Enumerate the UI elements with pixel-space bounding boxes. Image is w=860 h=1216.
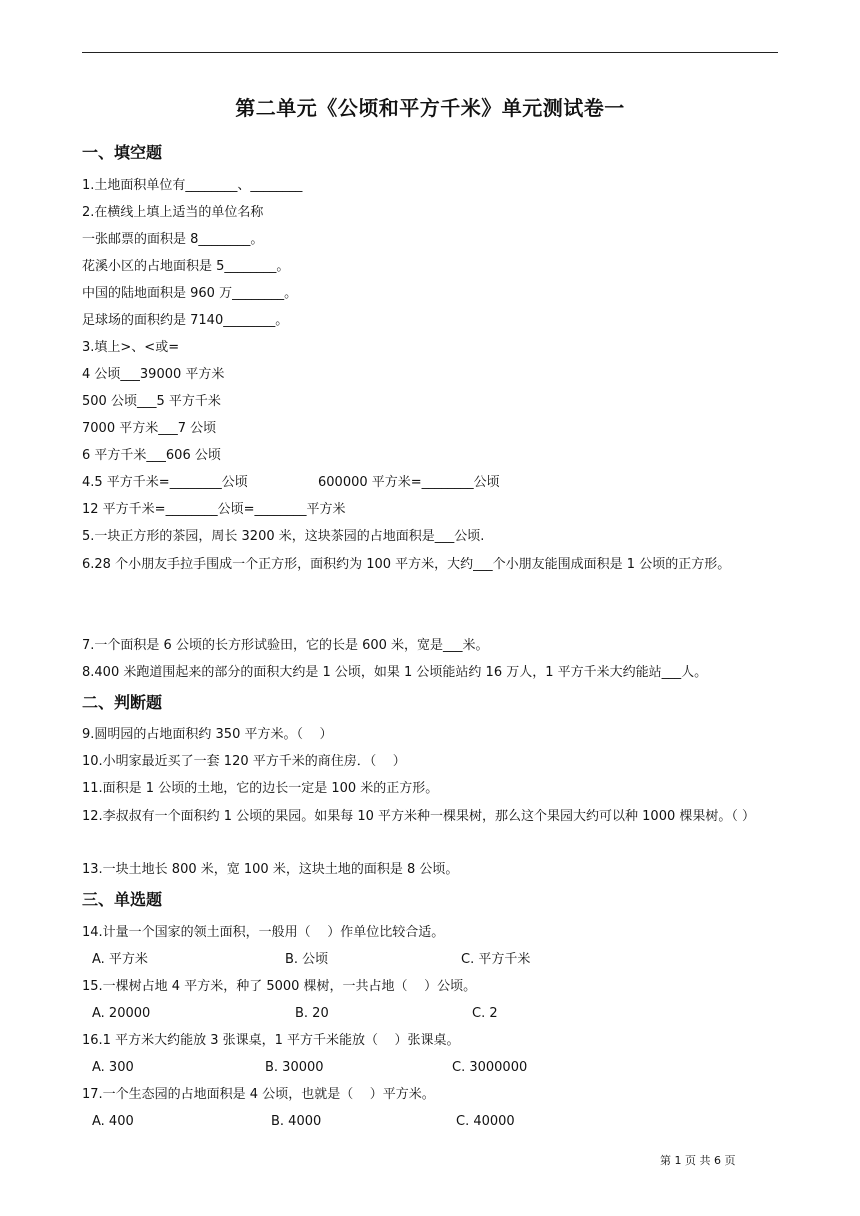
question-14: 14.计量一个国家的领土面积，一般用（ ）作单位比较合适。 [82,925,445,940]
question-4b: 600000 平方米=________公顷 [318,475,500,490]
option-b: B. 公顷 [285,952,329,967]
question-13: 13.一块土地长 800 米，宽 100 米，这块土地的面积是 8 公顷。 [82,862,459,877]
option-b: B. 30000 [265,1060,324,1075]
question-9: 9.圆明园的占地面积约 350 平方米。（ ） [82,727,333,742]
question-3c: 7000 平方米___7 公顷 [82,421,217,436]
option-c: C. 40000 [456,1114,515,1129]
question-1: 1.土地面积单位有________、________ [82,178,303,193]
question-5: 5.一块正方形的茶园，周长 3200 米，这块茶园的占地面积是___公顷. [82,529,485,544]
option-a: A. 400 [92,1114,134,1129]
question-3: 3.填上>、<或= [82,340,180,355]
question-4a: 4.5 平方千米=________公顷 [82,475,248,490]
question-2d: 足球场的面积约是 7140________。 [82,313,289,328]
header-rule [82,52,778,53]
question-15: 15.一棵树占地 4 平方米，种了 5000 棵树，一共占地（ ）公顷。 [82,979,477,994]
option-a: A. 平方米 [92,952,148,967]
question-11: 11.面积是 1 公顷的土地，它的边长一定是 100 米的正方形。 [82,781,439,796]
question-6: 6.28 个小朋友手拉手围成一个正方形，面积约为 100 平方米，大约___个小朋友能围成面积是 1 公顷的正方形。 [82,557,731,572]
question-4c: 12 平方千米=________公顷=________平方米 [82,502,346,517]
question-2b: 花溪小区的占地面积是 5________。 [82,259,290,274]
option-c: C. 2 [472,1006,498,1021]
question-16: 16.1 平方米大约能放 3 张课桌，1 平方千米能放（ ）张课桌。 [82,1033,460,1048]
question-2: 2.在横线上填上适当的单位名称 [82,205,264,220]
question-12: 12.李叔叔有一个面积约 1 公顷的果园。如果每 10 平方米种一棵果树，那么这个果园大约可以种 1000 棵果树。（ ） [82,809,755,824]
option-c: C. 平方千米 [461,952,531,967]
question-3b: 500 公顷___5 平方千米 [82,394,221,409]
question-8: 8.400 米跑道围起来的部分的面积大约是 1 公顷，如果 1 公顷能站约 16 万人，1 平方千米大约能站___人。 [82,665,708,680]
page-title: 第二单元《公顷和平方千米》单元测试卷一 [235,96,625,120]
question-3d: 6 平方千米___606 公顷 [82,448,221,463]
question-2c: 中国的陆地面积是 960 万________。 [82,286,298,301]
question-7: 7.一个面积是 6 公顷的长方形试验田，它的长是 600 米，宽是___米。 [82,638,489,653]
option-a: A. 300 [92,1060,134,1075]
page-footer: 第 1 页 共 6 页 [660,1154,736,1167]
option-b: B. 20 [295,1006,329,1021]
question-3a: 4 公顷___39000 平方米 [82,367,225,382]
option-b: B. 4000 [271,1114,322,1129]
question-17: 17.一个生态园的占地面积是 4 公顷，也就是（ ）平方米。 [82,1087,435,1102]
option-a: A. 20000 [92,1006,151,1021]
question-2a: 一张邮票的面积是 8________。 [82,232,264,247]
section-true-false: 二、判断题 [82,693,163,712]
section-single-choice: 三、单选题 [82,890,163,909]
section-fill-blank: 一、填空题 [82,143,163,162]
option-c: C. 3000000 [452,1060,528,1075]
question-10: 10.小明家最近买了一套 120 平方千米的商住房．（ ） [82,754,406,769]
